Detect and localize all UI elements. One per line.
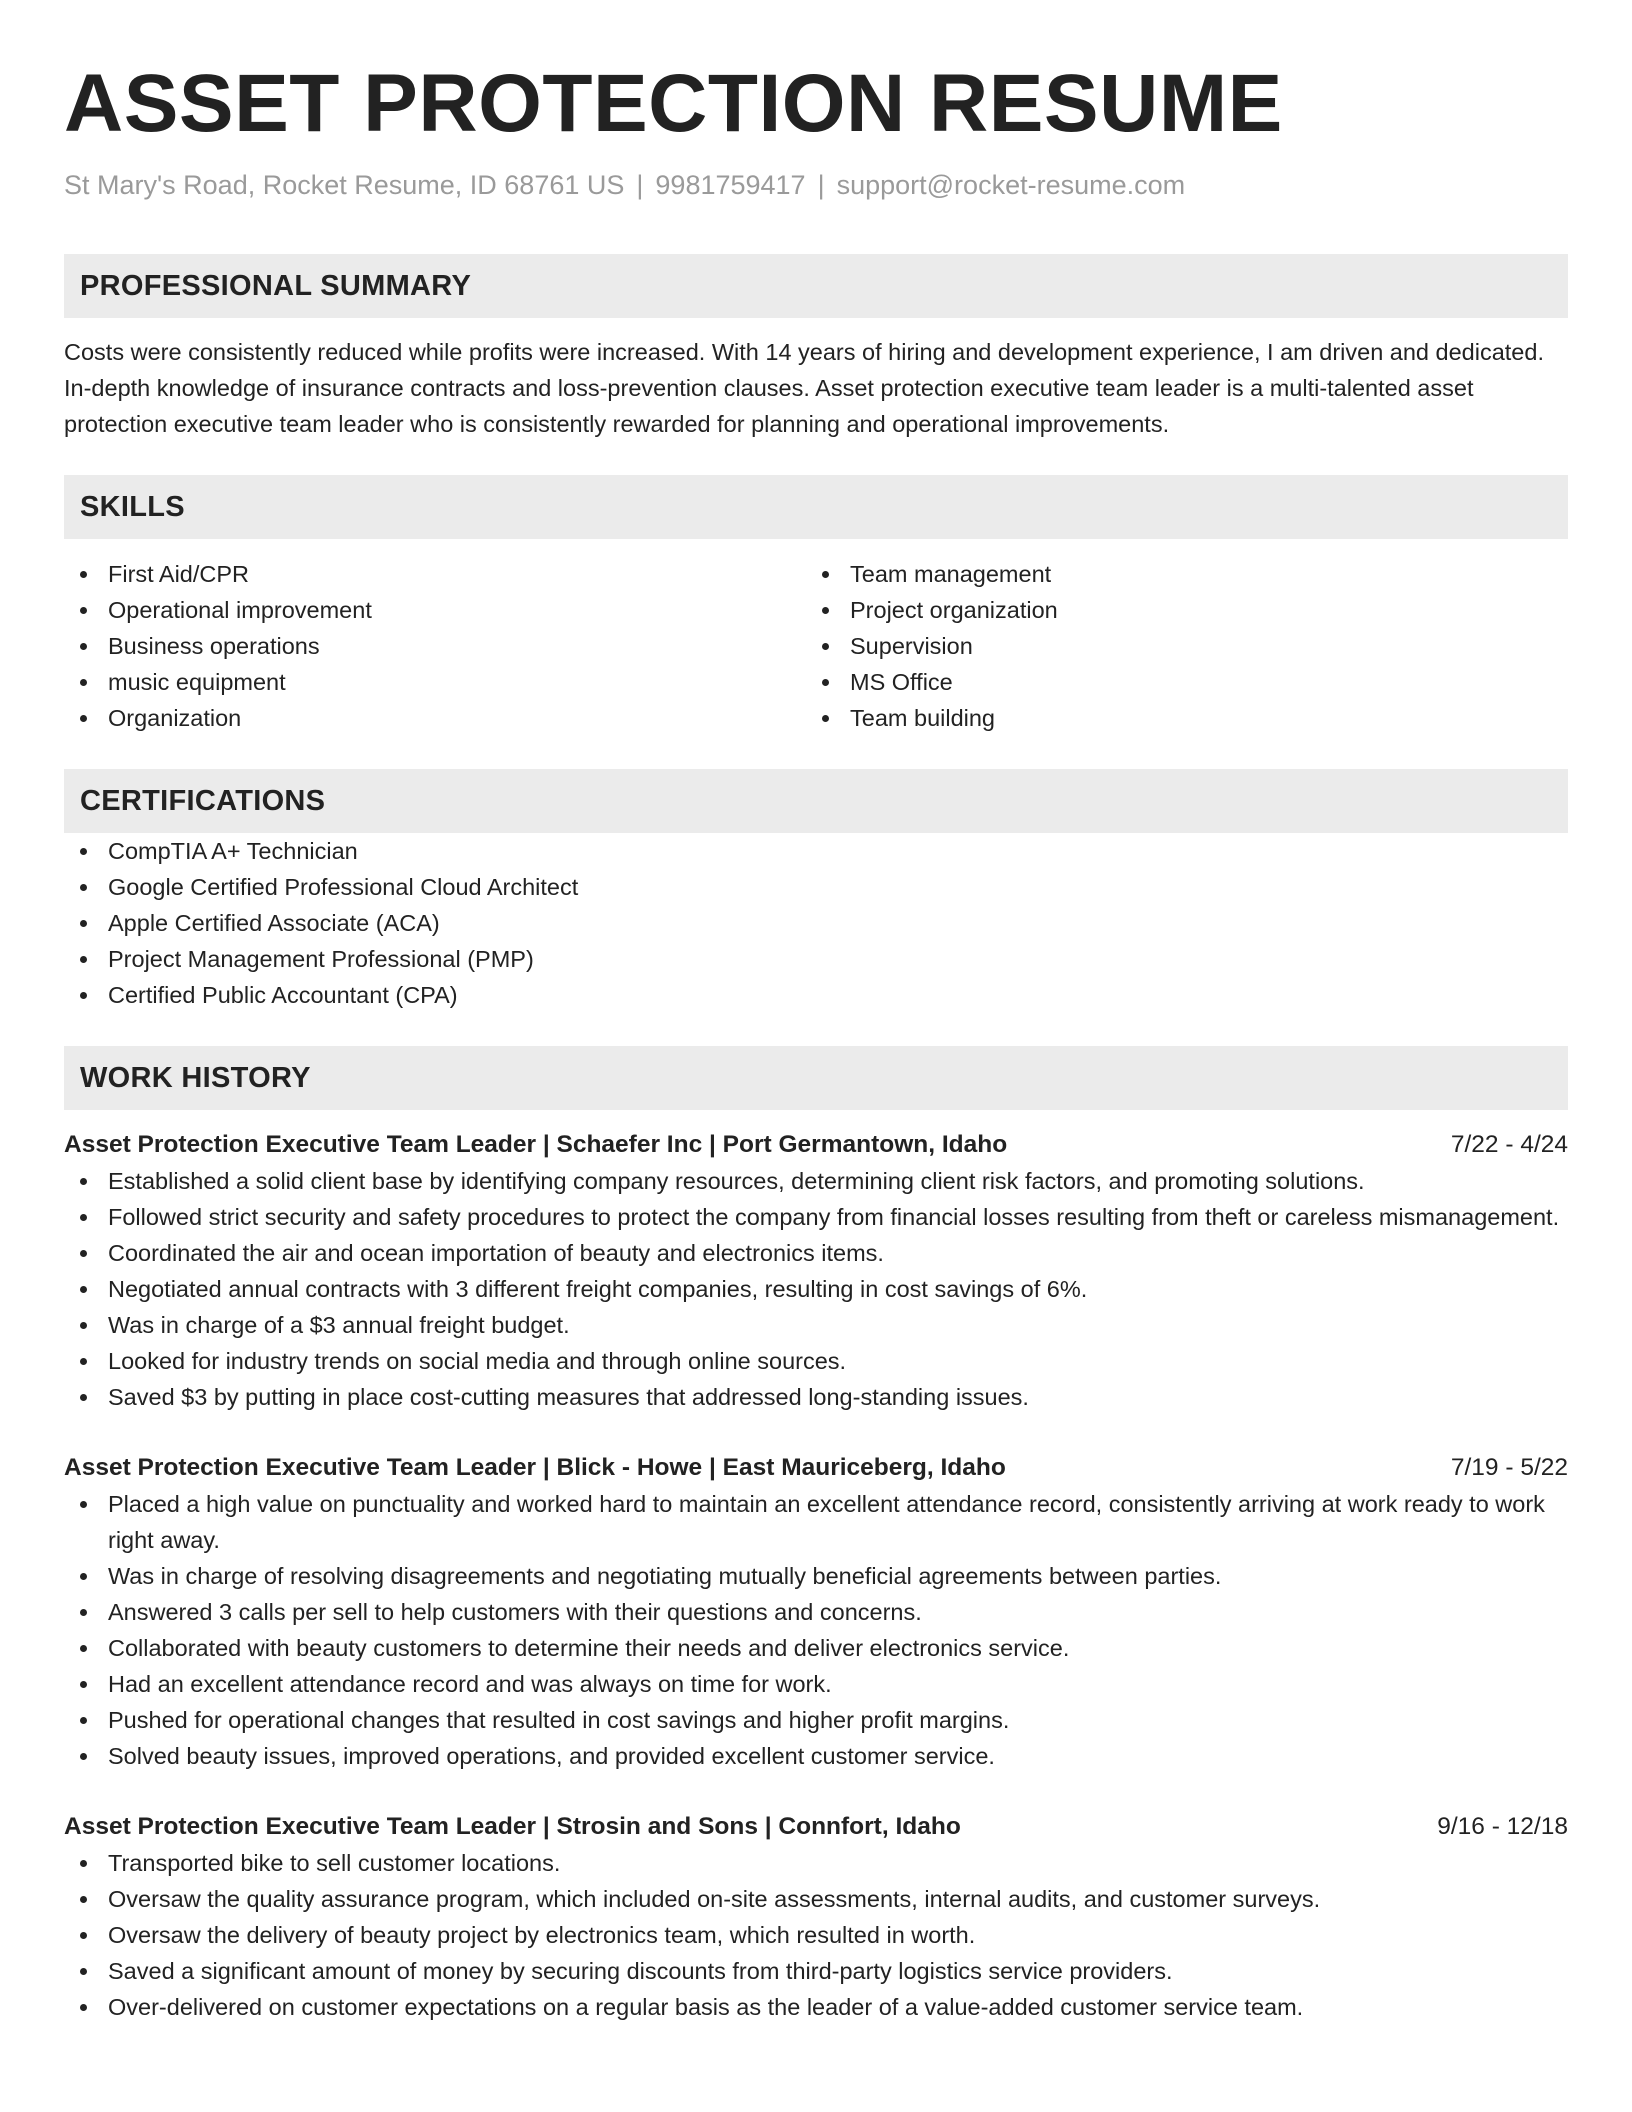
skill-item: Business operations — [64, 628, 806, 664]
skill-item: Team management — [806, 556, 1568, 592]
contact-phone: 9981759417 — [655, 170, 806, 200]
job-title: Asset Protection Executive Team Leader | Schaefer Inc | Port Germantown, Idaho — [64, 1131, 1008, 1158]
job-entry — [64, 1450, 1568, 1774]
job-bullet: Looked for industry trends on social media and through online sources. — [64, 1343, 1568, 1379]
contact-email[interactable]: support@rocket-resume.com — [836, 170, 1186, 200]
job-bullet: Oversaw the quality assurance program, which included on-site assessments, internal audits, and customer surveys. — [64, 1881, 1568, 1917]
job-header — [64, 1809, 1568, 1845]
section-heading-work-history: WORK HISTORY — [64, 1046, 1568, 1110]
job-bullets — [64, 1486, 1568, 1774]
job-bullet: Negotiated annual contracts with 3 different freight companies, resulting in cost savings of 6%. — [64, 1271, 1568, 1307]
certification-item: Certified Public Accountant (CPA) — [64, 977, 1568, 1013]
job-title: Asset Protection Executive Team Leader | Strosin and Sons | Connfort, Idaho — [64, 1813, 961, 1840]
job-bullet: Solved beauty issues, improved operations, and provided excellent customer service. — [64, 1738, 1568, 1774]
resume-title: ASSET PROTECTION RESUME — [64, 58, 1283, 149]
job-bullet: Answered 3 calls per sell to help customers with their questions and concerns. — [64, 1594, 1568, 1630]
job-header — [64, 1127, 1568, 1163]
certification-item: Google Certified Professional Cloud Architect — [64, 869, 1568, 905]
job-bullet: Over-delivered on customer expectations on a regular basis as the leader of a value-added customer service team. — [64, 1989, 1568, 2025]
job-bullet: Transported bike to sell customer locations. — [64, 1845, 1568, 1881]
skill-item: music equipment — [64, 664, 806, 700]
contact-address: St Mary's Road, Rocket Resume, ID 68761 US — [64, 170, 625, 200]
job-bullet: Had an excellent attendance record and was always on time for work. — [64, 1666, 1568, 1702]
contact-line — [64, 168, 1568, 202]
skills-column-right — [806, 556, 1568, 736]
job-dates: 7/22 - 4/24 — [1450, 1131, 1568, 1158]
job-bullets — [64, 1845, 1568, 2025]
contact-separator: | — [636, 170, 644, 200]
job-dates: 7/19 - 5/22 — [1450, 1454, 1568, 1481]
resume-page — [64, 0, 1568, 2025]
job-bullets — [64, 1163, 1568, 1415]
skills-grid — [64, 556, 1568, 736]
summary-paragraph: Costs were consistently reduced while profits were increased. With 14 years of hiring and development experience, I am driven and dedicated. In-depth knowledge of insurance contracts and loss-prevention clauses. Asset protection executive team leader is a multi-talented asset protection executive team leader who is consistently rewarded for planning and operational improvements. — [64, 339, 1544, 437]
certifications-list — [64, 833, 1568, 1013]
section-heading-summary: PROFESSIONAL SUMMARY — [64, 254, 1568, 318]
skill-item: MS Office — [806, 664, 1568, 700]
job-bullet: Oversaw the delivery of beauty project by electronics team, which resulted in worth. — [64, 1917, 1568, 1953]
job-header — [64, 1450, 1568, 1486]
skill-item: Supervision — [806, 628, 1568, 664]
section-heading-certifications: CERTIFICATIONS — [64, 769, 1568, 833]
certification-item: Apple Certified Associate (ACA) — [64, 905, 1568, 941]
job-bullet: Saved a significant amount of money by securing discounts from third-party logistics service providers. — [64, 1953, 1568, 1989]
job-bullet: Established a solid client base by identifying company resources, determining client risk factors, and promoting solutions. — [64, 1163, 1568, 1199]
section-heading-skills: SKILLS — [64, 475, 1568, 539]
job-bullet: Followed strict security and safety procedures to protect the company from financial losses resulting from theft or careless mismanagement. — [64, 1199, 1568, 1235]
skill-item: First Aid/CPR — [64, 556, 806, 592]
job-bullet: Was in charge of a $3 annual freight budget. — [64, 1307, 1568, 1343]
job-entry — [64, 1809, 1568, 2025]
job-bullet: Pushed for operational changes that resulted in cost savings and higher profit margins. — [64, 1702, 1568, 1738]
skills-column-left — [64, 556, 806, 736]
job-bullet: Collaborated with beauty customers to determine their needs and deliver electronics service. — [64, 1630, 1568, 1666]
certification-item: CompTIA A+ Technician — [64, 833, 1568, 869]
job-bullet: Was in charge of resolving disagreements and negotiating mutually beneficial agreements between parties. — [64, 1558, 1568, 1594]
job-entry — [64, 1127, 1568, 1415]
job-bullet: Saved $3 by putting in place cost-cutting measures that addressed long-standing issues. — [64, 1379, 1568, 1415]
job-dates: 9/16 - 12/18 — [1437, 1813, 1568, 1840]
job-bullet: Placed a high value on punctuality and worked hard to maintain an excellent attendance record, consistently arriving at work ready to work right away. — [64, 1486, 1568, 1558]
skill-item: Organization — [64, 700, 806, 736]
skill-item: Team building — [806, 700, 1568, 736]
job-bullet: Coordinated the air and ocean importation of beauty and electronics items. — [64, 1235, 1568, 1271]
job-title: Asset Protection Executive Team Leader | Blick - Howe | East Mauriceberg, Idaho — [64, 1454, 1006, 1481]
skill-item: Operational improvement — [64, 592, 806, 628]
certification-item: Project Management Professional (PMP) — [64, 941, 1568, 977]
skill-item: Project organization — [806, 592, 1568, 628]
contact-separator: | — [817, 170, 825, 200]
